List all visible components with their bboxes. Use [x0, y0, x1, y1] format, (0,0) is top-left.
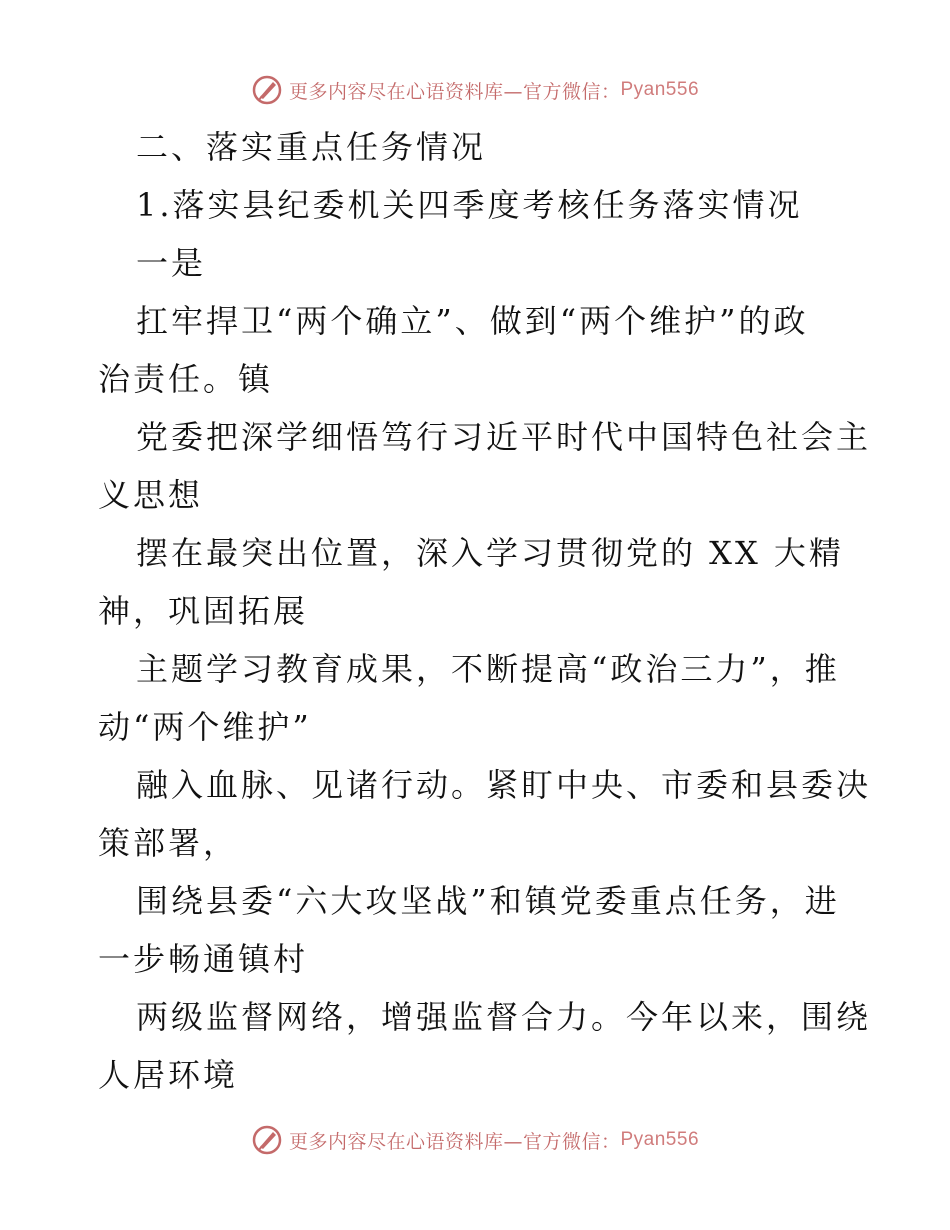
footer-watermark — [0, 1120, 950, 1160]
watermark-text: 更多内容尽在心语资料库—官方微信： — [288, 1130, 621, 1153]
text-line: 围绕县委“六大攻坚战”和镇党委重点任务，进 — [136, 882, 840, 920]
text-line: 一是 — [136, 244, 207, 282]
text-line: 党委把深学细悟笃行习近平时代中国特色社会主 — [136, 418, 872, 456]
text-line: 策部署， — [98, 824, 239, 862]
watermark-wechat-id: Pyan556 — [620, 79, 700, 100]
watermark-text: 更多内容尽在心语资料库—官方微信： — [288, 80, 621, 103]
text-line: 义思想 — [98, 476, 204, 514]
text-line: 动“两个维护” — [98, 708, 312, 746]
text-line: 治责任。镇 — [98, 360, 274, 398]
quill-pen-logo-icon — [251, 1124, 283, 1156]
document-body — [98, 118, 872, 1104]
text-line: 扛牢捍卫“两个确立”、做到“两个维护”的政 — [136, 302, 809, 340]
quill-pen-logo-icon — [251, 74, 283, 106]
text-line: 一步畅通镇村 — [98, 940, 309, 978]
watermark-wechat-id: Pyan556 — [620, 1129, 700, 1150]
text-line: 1.落实县纪委机关四季度考核任务落实情况 — [136, 186, 803, 224]
text-line: 融入血脉、见诸行动。紧盯中央、市委和县委决 — [136, 766, 872, 804]
text-line: 神，巩固拓展 — [98, 592, 309, 630]
text-line: 摆在最突出位置，深入学习贯彻党的 XX 大精 — [136, 534, 844, 572]
text-line: 二、落实重点任务情况 — [136, 128, 487, 166]
text-line: 两级监督网络，增强监督合力。今年以来，围绕 — [136, 998, 872, 1036]
text-line: 主题学习教育成果，不断提高“政治三力”，推 — [136, 650, 840, 688]
text-line: 人居环境 — [98, 1056, 239, 1094]
header-watermark — [0, 70, 950, 110]
